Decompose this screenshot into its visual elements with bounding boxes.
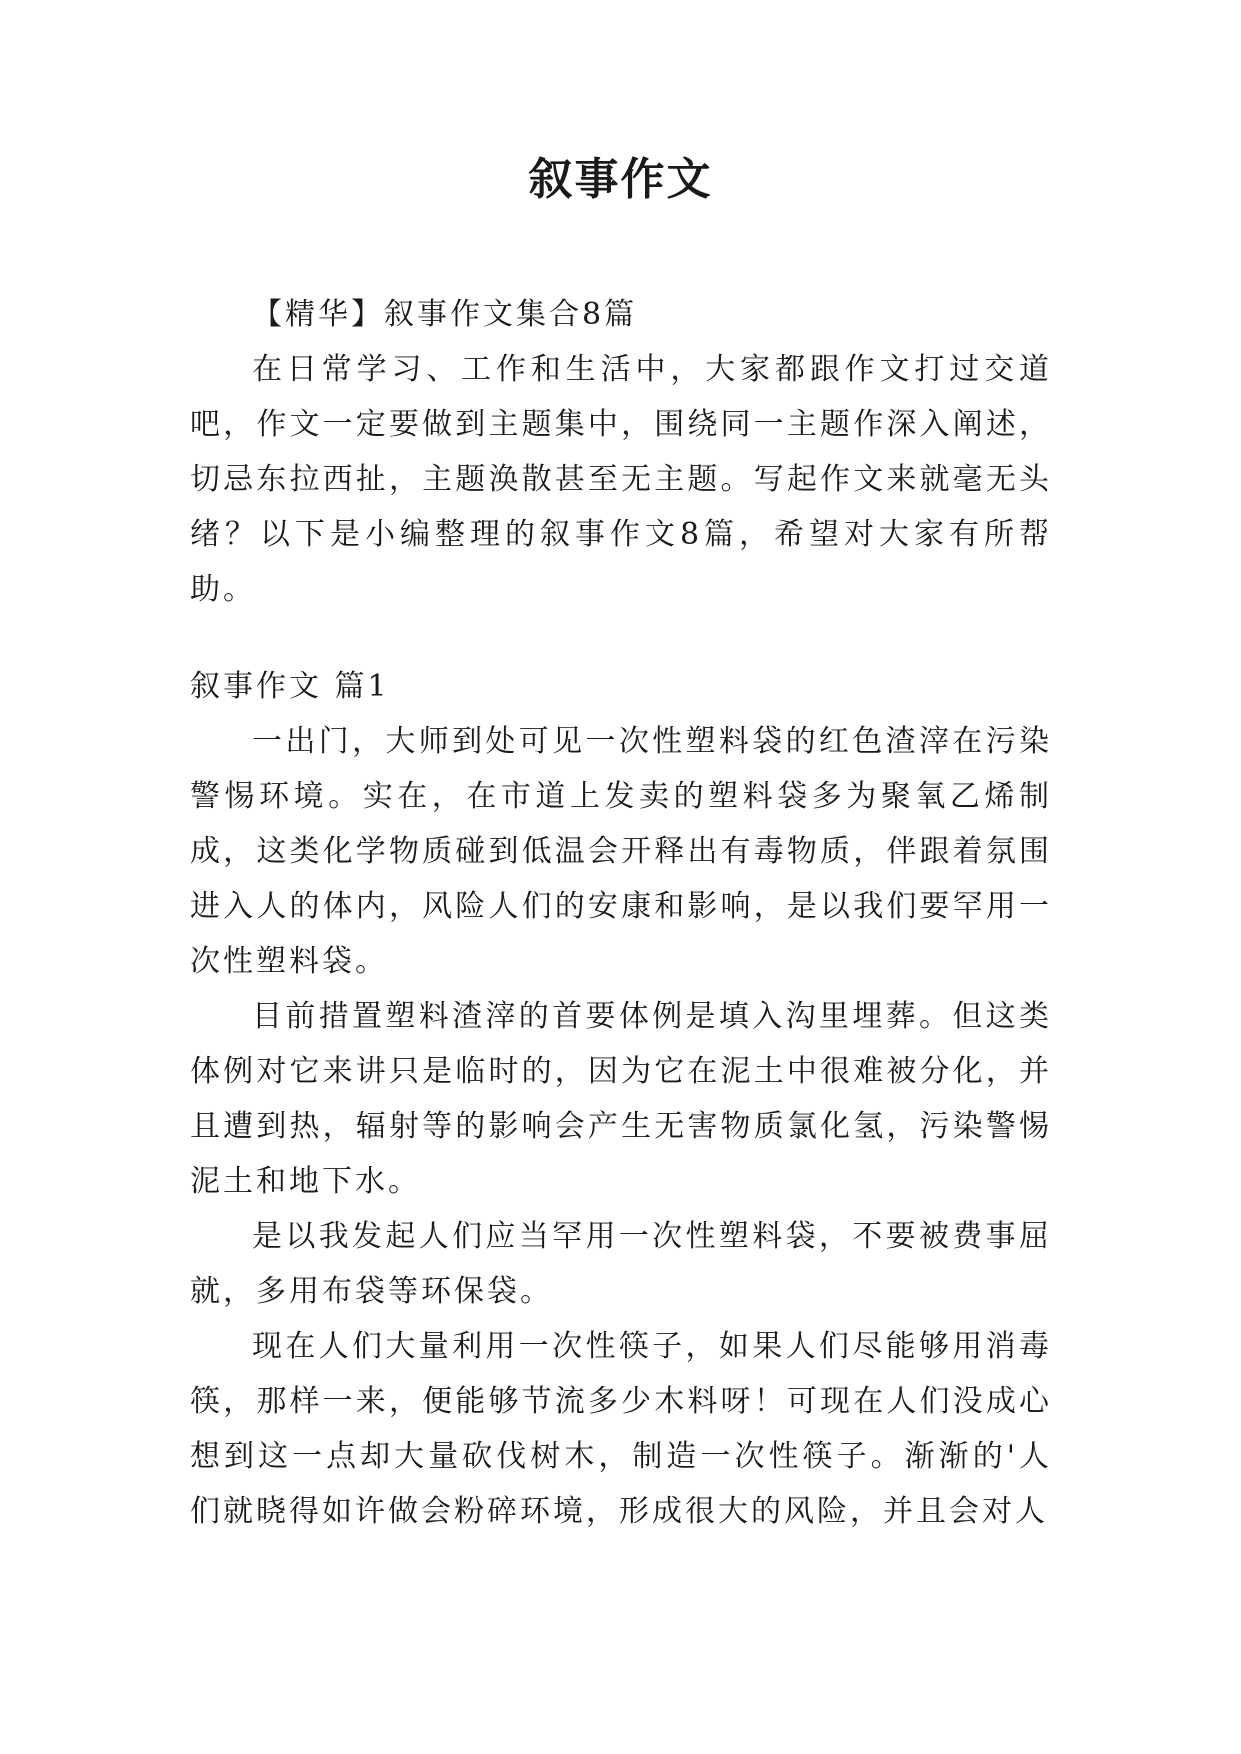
intro-paragraph: 在日常学习、工作和生活中，大家都跟作文打过交道吧，作文一定要做到主题集中，围绕同一主题作深入阐述，切忌东拉西扯，主题涣散甚至无主题。写起作文来就毫无头绪？以下是小编整理的叙事作文8篇，希望对大家有所帮助。 xyxy=(190,352,1052,607)
section-heading: 叙事作文 篇1 xyxy=(190,669,390,704)
document-title: 叙事作文 xyxy=(528,154,713,205)
body-paragraph: 现在人们大量利用一次性筷子，如果人们尽能够用消毒筷，那样一来，便能够节流多少木料呀！可现在人们没成心想到这一点却大量砍伐树木，制造一次性筷子。渐渐的'人们就晓得如许做会粉碎环境，形成很大的风险，并且会对人 xyxy=(190,1329,1052,1529)
subtitle-paragraph: 【精华】叙事作文集合8篇 xyxy=(252,297,638,332)
body-paragraph: 是以我发起人们应当罕用一次性塑料袋，不要被费事屈就，多用布袋等环保袋。 xyxy=(190,1219,1052,1309)
document-body xyxy=(190,287,1052,1539)
body-paragraph: 一出门，大师到处可见一次性塑料袋的红色渣滓在污染警惕环境。实在，在市道上发卖的塑料袋多为聚氧乙烯制成，这类化学物质碰到低温会开释出有毒物质，伴跟着氛围进入人的体内，风险人们的安康和影响，是以我们要罕用一次性塑料袋。 xyxy=(190,724,1052,979)
body-paragraph: 目前措置塑料渣滓的首要体例是填入沟里埋葬。但这类体例对它来讲只是临时的，因为它在泥土中很难被分化，并且遭到热，辐射等的影响会产生无害物质氯化氢，污染警惕泥土和地下水。 xyxy=(190,999,1052,1199)
section-spacer xyxy=(190,617,1052,659)
